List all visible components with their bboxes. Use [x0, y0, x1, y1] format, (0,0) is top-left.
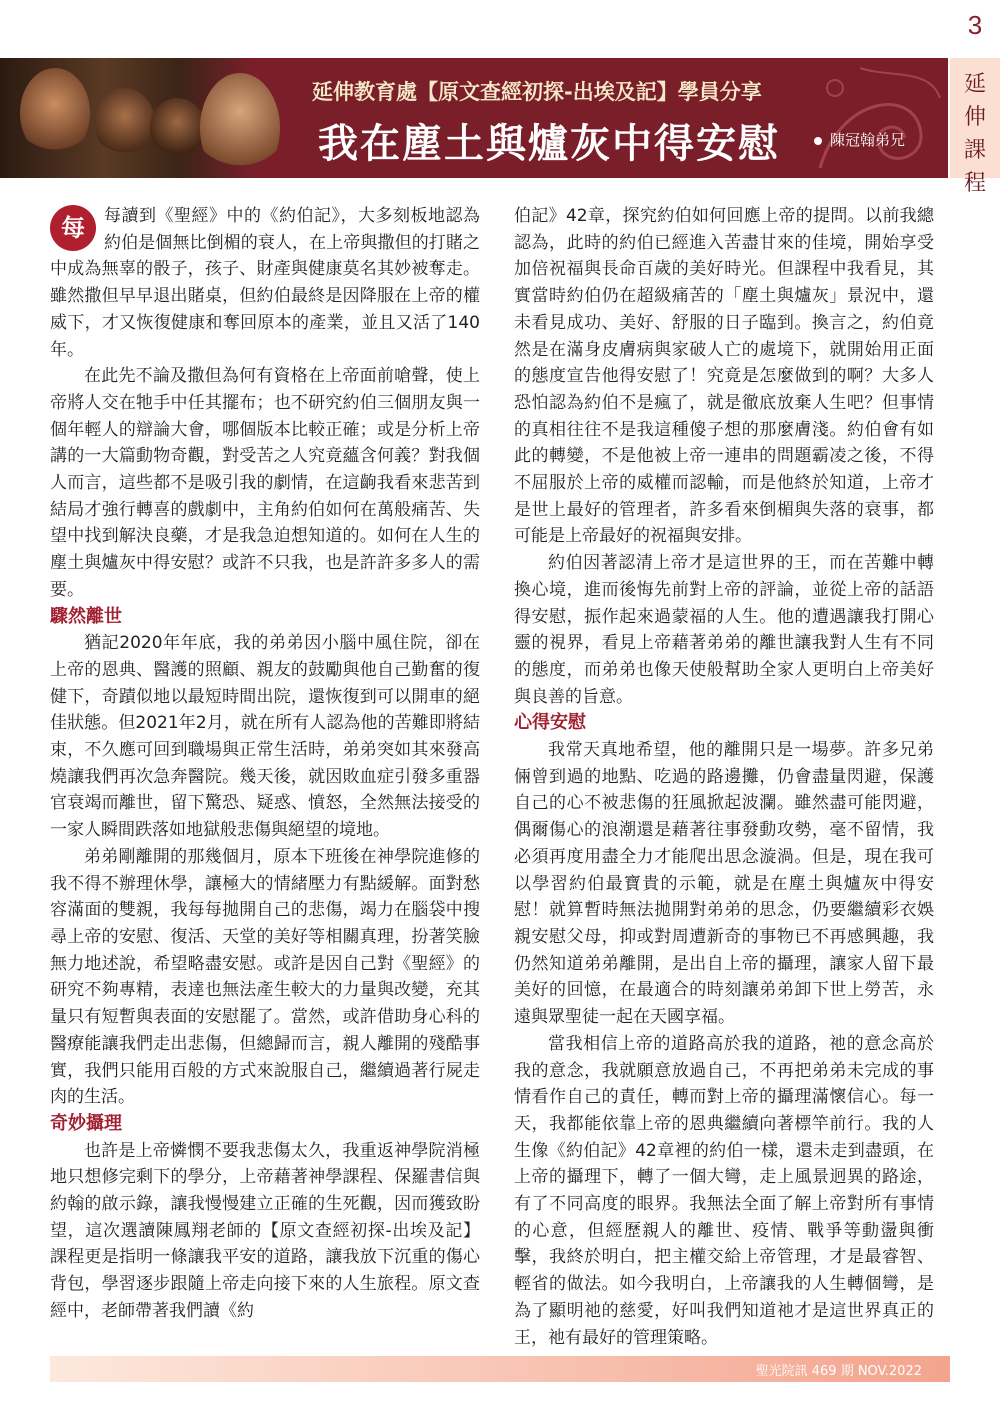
page-number: 3 [967, 10, 983, 40]
paragraph: 弟弟剛離開的那幾個月，原本下班後在神學院進修的我不得不辦理休學，讓極大的情緒壓力有點緩解。面對愁容滿面的雙親，我每每拋開自己的悲傷，竭力在腦袋中搜尋上帝的安慰、復活、天堂的美好等相關真理，扮著笑臉無力地述說，希望略盡安慰。或許是因自己對《聖經》的研究不夠專精，表達也無法產生較大的力量與改變，充其量只有短暫與表面的安慰罷了。當然，或許借助身心科的醫療能讓我們走出悲傷，但總歸而言，親人離開的殘酷事實，我們只能用百般的方式來說服自己，繼續過著行屍走肉的生活。 [50, 846, 480, 1108]
dropcap-badge: 每 [50, 205, 96, 251]
paragraph: 在此先不論及撒但為何有資格在上帝面前嗆聲，使上帝將人交在牠手中任其擺布；也不研究約伯三個朋友與一個年輕人的辯論大會，哪個版本比較正確；或是分析上帝講的一大篇動物奇觀，對受苦之人究竟蘊含何義？對我個人而言，這些都不是吸引我的劇情，在這齣我看來悲苦到結局才強行轉喜的戲劇中，主角約伯如何在萬般痛苦、失望中找到解決良藥，才是我急迫想知道的。如何在人生的塵土與爐灰中得安慰？或許不只我，也是許許多多人的需要。 [50, 366, 480, 600]
footer-issue-label: 聖光院訊 469 期 NOV.2022 [755, 1364, 922, 1379]
footer-bar [50, 1356, 950, 1382]
section-heading: 驟然離世 [50, 605, 122, 627]
paragraph: 也許是上帝憐憫不要我悲傷太久，我重返神學院消極地只想修完剩下的學分，上帝藉著神學課程、保羅書信與約翰的啟示錄，讓我慢慢建立正確的生死觀，因而獲致盼望，這次選讀陳鳳翔老師的【原文查經初探-出埃及記】課程更是指明一條讓我平安的道路，讓我放下沉重的傷心背包，學習逐步跟隨上帝走向接下來的人生旅程。原文查經中，老師帶著我們讀《約 [50, 1140, 480, 1321]
section-heading: 心得安慰 [514, 712, 586, 734]
right-column [514, 203, 934, 1351]
section-heading: 奇妙攝理 [50, 1112, 122, 1134]
paragraph: 約伯因著認清上帝才是這世界的王，而在苦難中轉換心境，進而後悔先前對上帝的評論，並從上帝的話語得安慰，振作起來過蒙福的人生。他的遭遇讓我打開心靈的視界，看見上帝藉著弟弟的離世讓我對人生有不同的態度，而弟弟也像天使般幫助全家人更明白上帝美好與良善的旨意。 [514, 553, 934, 707]
article-header-band [0, 58, 948, 178]
paragraph: 猶記2020年年底，我的弟弟因小腦中風住院，卻在上帝的恩典、醫護的照顧、親友的鼓勵與他自己勤奮的復健下，奇蹟似地以最短時間出院，還恢復到可以開車的絕佳狀態。但2021年2月，就在所有人認為他的苦難即將結束，不久應可回到職場與正常生活時，弟弟突如其來發高燒讓我們再次急奔醫院。幾天後，就因敗血症引發多重器官衰竭而離世，留下驚恐、疑惑、憤怒，全然無法接受的一家人瞬間跌落如地獄般悲傷與絕望的境地。 [50, 633, 480, 841]
author-name: 陳冠翰弟兄 [830, 131, 906, 149]
article-title: 我在塵土與爐灰中得安慰 [318, 120, 780, 167]
section-tab-label: 延 伸 課 程 [963, 72, 986, 196]
left-column [50, 203, 480, 1325]
paragraph: 當我相信上帝的道路高於我的道路，祂的意念高於我的意念，我就願意放過自己，不再把弟弟未完成的事情看作自己的責任，轉而對上帝的攝理滿懷信心。每一天，我都能依靠上帝的恩典繼續向著標竿前行。我的人生像《約伯記》42章裡的約伯一樣，還未走到盡頭，在上帝的攝理下，轉了一個大彎，走上風景迥異的路途，有了不同高度的眼界。我無法全面了解上帝對所有事情的心意，但經歷親人的離世、疫情、戰爭等動盪與衝擊，我終於明白，把主權交給上帝管理，才是最睿智、輕省的做法。如今我明白，上帝讓我的人生轉個彎，是為了顯明祂的慈愛，好叫我們知道祂才是這世界真正的王，祂有最好的管理策略。 [514, 1033, 934, 1348]
paragraph [50, 203, 480, 363]
author-byline [814, 129, 944, 150]
paragraph-text: 每讀到《聖經》中的《約伯記》，大多刻板地認為約伯是個無比倒楣的衰人，在上帝與撒但的打賭之中成為無辜的骰子，孩子、財產與健康莫名其妙被奪走。雖然撒但早早退出賭桌，但約伯最終是因降服在上帝的權威下，才又恢復健康和奪回原本的產業，並且又活了140年。 [50, 206, 480, 360]
dropcap-spacer [50, 203, 104, 253]
section-tab [950, 58, 1000, 196]
paragraph: 我常天真地希望，他的離開只是一場夢。許多兄弟倆曾到過的地點、吃過的路邊攤，仍會盡量閃避，保護自己的心不被悲傷的狂風掀起波瀾。雖然盡可能閃避，偶爾傷心的浪潮還是藉著往事發動攻勢，毫不留情，我必須再度用盡全力才能爬出思念漩渦。但是，現在我可以學習約伯最寶貴的示範，就是在塵土與爐灰中得安慰！就算暫時無法拋開對弟弟的思念，仍要繼續彩衣娛親安慰父母，抑或對周遭新奇的事物已不再感興趣，我仍然知道弟弟離開，是出自上帝的攝理，讓家人留下最美好的回憶，在最適合的時刻讓弟弟卸下世上勞苦，永遠與眾聖徒一起在天國享福。 [514, 740, 934, 1028]
bullet-icon [814, 137, 822, 145]
header-painting-image [0, 58, 300, 178]
paragraph: 伯記》42章，探究約伯如何回應上帝的提問。以前我總認為，此時的約伯已經進入苦盡甘來的佳境，開始享受加倍祝福與長命百歲的美好時光。但課程中我看見，其實當時約伯仍在超級痛苦的「塵土與爐灰」景況中，還未看見成功、美好、舒服的日子臨到。換言之，約伯竟然是在滿身皮膚病與家破人亡的處境下，就開始用正面的態度宣告他得安慰了！究竟是怎麼做到的啊？大多人恐怕認為約伯不是瘋了，就是徹底放棄人生吧？但事情的真相往往不是我這種傻子想的那麼膚淺。約伯會有如此的轉變，不是他被上帝一連串的問題霸凌之後，不得不屈服於上帝的威權而認輸，而是他終於知道，上帝才是世上最好的管理者，許多看來倒楣與失落的衰事，都可能是上帝最好的祝福與安排。 [514, 206, 934, 547]
article-subtitle: 延伸教育處【原文查經初探-出埃及記】學員分享 [312, 80, 762, 104]
